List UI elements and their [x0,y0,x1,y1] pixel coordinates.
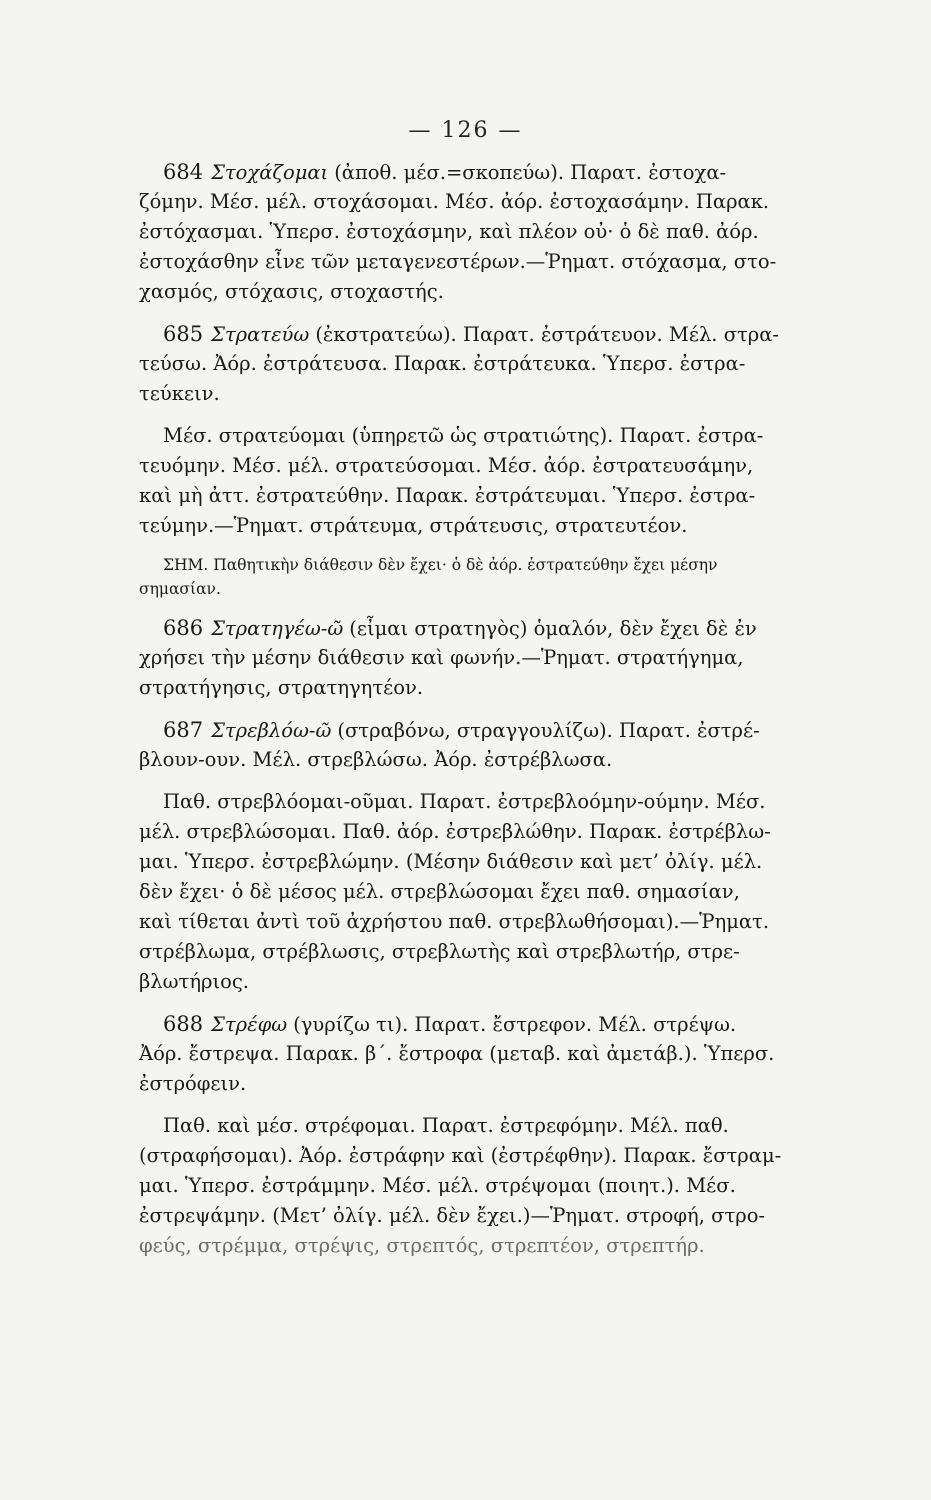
text-line: φεύς, στρέμμα, στρέψις, στρεπτός, στρεπτέον, στρεπτήρ. [139,1234,705,1257]
entry-paragraph [139,787,819,997]
text-line: ἐστρόφειν. [139,1072,247,1095]
entry-number: 686 [163,616,204,640]
text-line: μαι. Ὑπερσ. ἐστρεβλώμην. (Μέσην διάθεσιν καὶ μετ’ ὀλίγ. μέλ. [139,850,763,873]
entry-first-line-text: (ἀποθ. μέσ.=σκοπεύω). Παρατ. ἐστοχα- [334,161,727,184]
entry-paragraph [139,553,819,601]
text-line: καὶ τίθεται ἀντὶ τοῦ ἀχρήστου παθ. στρεβλωθήσομαι).—Ῥηματ. [139,910,770,933]
text-line: Παθ. καὶ μέσ. στρέφομαι. Παρατ. ἐστρεφόμην. Μέλ. παθ. [163,1114,729,1137]
dictionary-entry [139,1009,819,1099]
entry-paragraph [139,421,819,541]
text-line: σημασίαν. [139,580,221,598]
entry-number: 684 [163,160,204,184]
text-line: στρέβλωμα, στρέβλωσις, στρεβλωτὴς καὶ στρεβλωτήρ, στρε- [139,940,740,963]
entry-first-line-text: (εἶμαι στρατηγὸς) ὁμαλόν, δὲν ἔχει δὲ ἐν [349,617,757,640]
page-number: — 126 — [408,118,523,143]
entry-first-line [139,715,819,745]
entry-lemma: Στρεβλόω-ῶ [211,719,332,742]
text-line: βλωτήριος. [139,970,249,993]
text-line: Ἀόρ. ἔστρεψα. Παρακ. β΄. ἔστροφα (μεταβ. καὶ ἀμετάβ.). Ὑπερσ. [139,1042,775,1065]
text-line: Παθ. στρεβλόομαι-οῦμαι. Παρατ. ἐστρεβλοόμην-ούμην. Μέσ. [163,790,766,813]
entry-first-line [139,1009,819,1039]
entry-lemma: Στρέφω [211,1013,288,1036]
text-line: ἐστρεψάμην. (Μετ’ ὀλίγ. μέλ. δὲν ἔχει.)—Ῥηματ. στροφή, στρο- [139,1204,766,1227]
text-line: τεύσω. Ἀόρ. ἐστράτευσα. Παρακ. ἐστράτευκα. Ὑπερσ. ἐστρα- [139,352,746,375]
entry-lemma: Στοχάζομαι [211,161,329,184]
text-line: μέλ. στρεβλώσομαι. Παθ. ἀόρ. ἐστρεβλώθην. Παρακ. ἐστρέβλω- [139,820,771,843]
text-line: τευόμην. Μέσ. μέλ. στρατεύσομαι. Μέσ. ἀόρ. ἐστρατευσάμην, [139,454,754,477]
dictionary-entry [139,715,819,775]
entry-first-line [139,613,819,643]
text-line: Μέσ. στρατεύομαι (ὑπηρετῶ ὡς στρατιώτης). Παρατ. ἐστρα- [163,424,764,447]
entry-first-line-text: (στραβόνω, στραγγουλίζω). Παρατ. ἐστρέ- [337,719,760,742]
text-line: ΣΗΜ. Παθητικὴν διάθεσιν δὲν ἔχει· ὁ δὲ ἀόρ. ἐστρατεύθην ἔχει μέσην [163,556,718,574]
text-line: ἐστόχασμαι. Ὑπερσ. ἐστοχάσμην, καὶ πλέον οὐ· ὁ δὲ παθ. ἀόρ. [139,220,759,243]
text-line: δὲν ἔχει· ὁ δὲ μέσος μέλ. στρεβλώσομαι ἔχει παθ. σημασίαν, [139,880,740,903]
text-line: χασμός, στόχασις, στοχαστής. [139,280,444,303]
text-line: (στραφήσομαι). Ἀόρ. ἐστράφην καὶ (ἐστρέφθην). Παρακ. ἔστραμ- [139,1144,782,1167]
text-line: χρήσει τὴν μέσην διάθεσιν καὶ φωνήν.—Ῥηματ. στρατήγημα, [139,646,744,669]
entry-number: 685 [163,322,204,346]
entry-paragraph [139,1111,819,1261]
text-line: τεύμην.—Ῥηματ. στράτευμα, στράτευσις, στρατευτέον. [139,514,688,537]
entry-first-line-text: (γυρίζω τι). Παρατ. ἔστρεφον. Μέλ. στρέψω. [293,1013,737,1036]
text-line: μαι. Ὑπερσ. ἐστράμμην. Μέσ. μέλ. στρέψομαι (ποιητ.). Μέσ. [139,1174,736,1197]
page-text [139,157,819,1273]
entry-lemma: Στρατεύω [211,323,310,346]
entry-first-line-text: (ἐκστρατεύω). Παρατ. ἐστράτευον. Μέλ. στρα- [315,323,780,346]
dictionary-entry [139,319,819,409]
dictionary-entry [139,613,819,703]
text-line: καὶ μὴ ἀττ. ἐστρατεύθην. Παρακ. ἐστράτευμαι. Ὑπερσ. ἐστρα- [139,484,756,507]
text-line: βλουν-ουν. Μέλ. στρεβλώσω. Ἀόρ. ἐστρέβλωσα. [139,748,613,771]
text-line: τεύκειν. [139,382,220,405]
entry-first-line [139,157,819,187]
text-line: στρατήγησις, στρατηγητέον. [139,676,424,699]
text-line: ἐστοχάσθην εἶνε τῶν μεταγενεστέρων.—Ῥηματ. στόχασμα, στο- [139,250,777,273]
entry-number: 688 [163,1012,204,1036]
text-line: ζόμην. Μέσ. μέλ. στοχάσομαι. Μέσ. ἀόρ. ἐστοχασάμην. Παρακ. [139,190,770,213]
entry-lemma: Στρατηγέω-ῶ [211,617,344,640]
dictionary-entry [139,157,819,307]
entry-number: 687 [163,718,204,742]
entry-first-line [139,319,819,349]
